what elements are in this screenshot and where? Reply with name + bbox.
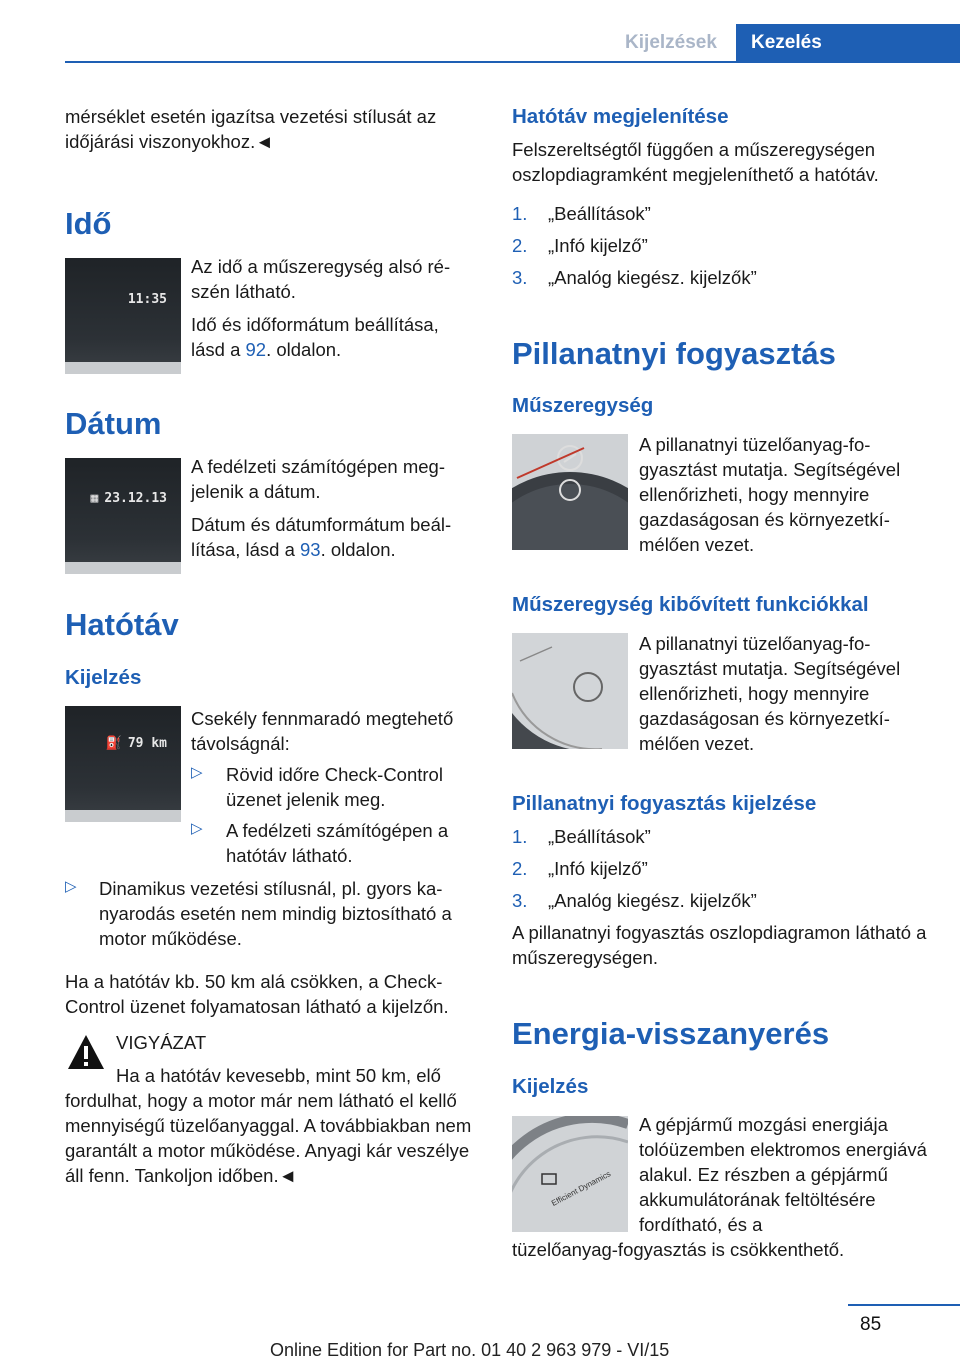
warning-text: fordulhat, hogy a motor már nem látható el kellő mennyiségű tüzelőanyaggal. A továbbiakban nem garantált a motor működése. Anyagi kár veszélye áll fenn. Tankoljon időben.◄ xyxy=(65,1090,472,1186)
warning-icon xyxy=(66,1033,106,1071)
subsection-muszeregyseg: Műszeregység xyxy=(512,394,654,417)
triangle-bullet-icon: ▷ xyxy=(65,878,77,895)
header-tab-kezeles[interactable]: Kezelés xyxy=(736,24,960,61)
calendar-icon: ▦ xyxy=(90,491,99,506)
header-divider xyxy=(65,61,960,63)
range-display-text: ⛽ 79 km xyxy=(105,736,167,751)
page-link-93[interactable]: 93 xyxy=(300,539,321,560)
subsection-muszeregyseg-kibovitett: Műszeregység kibővített funkciókkal xyxy=(512,593,869,616)
warning-title: VIGYÁZAT xyxy=(116,1032,207,1053)
clock-display-image xyxy=(65,258,181,374)
list-item: 1. „Beállítások” xyxy=(512,826,651,847)
footer-divider xyxy=(848,1304,960,1306)
energy-recovery-image xyxy=(512,1116,628,1232)
list-item: 2. „Infó kijelző” xyxy=(512,235,648,256)
kibovitett-desc: A pillanatnyi tüzelőanyag-fogyasztást mutatja. Segítségével ellenőrizheti, hogy mennyire gazdaságosan és környezetkímélően vezet. xyxy=(639,633,901,754)
edition-label: Online Edition for Part no. 01 40 2 963 979 - VI/15 xyxy=(270,1340,670,1360)
range-display-image xyxy=(65,706,181,822)
page-number: 85 xyxy=(860,1314,882,1335)
energia-desc-last: tüzelőanyag-fogyasztás is csökkenthető. xyxy=(512,1239,845,1260)
warning-text-first: Ha a hatótáv kevesebb, mint 50 km, elő xyxy=(116,1065,441,1086)
list-item: ▷ A fedélzeti számítógépen a hatótáv látható. xyxy=(191,820,449,866)
fuel-pump-icon: ⛽ xyxy=(105,736,122,751)
clock-display-text: 11:35 xyxy=(127,292,167,307)
energia-desc: A gépjármű mozgási energiája tolóüzemben elektromos energiává alakul. Ez részben a gépjármű akkumulátorának feltöltésére fordítható, és a xyxy=(639,1114,927,1235)
datum-desc: A fedélzeti számítógépen megjelenik a dátum. xyxy=(191,456,446,502)
section-title-ido: Idő xyxy=(65,206,112,241)
ido-settings-ref: Idő és időformátum beállítása, lásd a 92. oldalon. xyxy=(191,314,439,360)
datum-settings-ref: Dátum és dátumformátum beállítása, lásd a 93. oldalon. xyxy=(191,514,452,560)
numbered-list xyxy=(512,201,927,297)
section-title-hatotav: Hatótáv xyxy=(65,607,179,642)
hatotav-desc: Csekély fennmaradó megtehető távolságnál: xyxy=(191,708,454,754)
efficient-dynamics-label: Efficient Dynamics xyxy=(550,1169,613,1208)
list-item: 3. „Analóg kiegész. kijelzők” xyxy=(512,890,757,911)
ido-desc: Az idő a műszeregység alsó részén látható. xyxy=(191,256,451,302)
list-item: 1. „Beállítások” xyxy=(512,203,651,224)
numbered-list xyxy=(512,824,927,920)
page-link-92[interactable]: 92 xyxy=(245,339,267,360)
muszeregyseg-desc: A pillanatnyi tüzelőanyag-fogyasztást mutatja. Segítségével ellenőrizheti, hogy mennyire gazdaságosan és környezetkímélően vezet. xyxy=(639,434,901,555)
triangle-bullet-icon: ▷ xyxy=(191,764,203,781)
header-tab-kijelzesek[interactable]: Kijelzések xyxy=(625,32,717,53)
triangle-bullet-icon: ▷ xyxy=(191,820,203,837)
subsection-energia-kijelzes: Kijelzés xyxy=(512,1075,589,1098)
subsection-kijelzes: Kijelzés xyxy=(65,666,142,689)
section-title-datum: Dátum xyxy=(65,406,162,441)
intro-text: mérséklet esetén igazítsa vezetési stílusát az időjárási viszonyokhoz.◄ xyxy=(65,106,437,152)
extended-gauge-image xyxy=(512,633,628,749)
hatotav-megj-desc: Felszereltségtől függően a műszeregységen oszlopdiagramként megjeleníthető a hatótáv. xyxy=(512,139,879,185)
pillanatnyi-note: A pillanatnyi fogyasztás oszlopdiagramon látható a műszeregységen. xyxy=(512,922,927,968)
section-title-energia-visszanyeres: Energia-visszanyerés xyxy=(512,1016,830,1051)
list-item: 2. „Infó kijelző” xyxy=(512,858,648,879)
list-item: ▷ Rövid időre Check-Control üzenet jelenik meg. xyxy=(191,764,443,810)
subsection-pillanatnyi-kijelzese: Pillanatnyi fogyasztás kijelzése xyxy=(512,792,817,815)
date-display-image xyxy=(65,458,181,574)
section-title-pillanatnyi-fogyasztas: Pillanatnyi fogyasztás xyxy=(512,336,836,371)
date-display-text: ▦ 23.12.13 xyxy=(90,491,167,506)
hatotav-note: Ha a hatótáv kb. 50 km alá csökken, a Check-Control üzenet folyamatosan látható a kijelzőn. xyxy=(65,971,449,1017)
subsection-hatotav-megjelenitese: Hatótáv megjelenítése xyxy=(512,105,729,128)
list-item: 3. „Analóg kiegész. kijelzők” xyxy=(512,267,757,288)
consumption-gauge-image xyxy=(512,434,628,550)
list-item: ▷ Dinamikus vezetési stílusnál, pl. gyors kanyarodás esetén nem mindig biztosítható a motor működése. xyxy=(65,878,452,949)
